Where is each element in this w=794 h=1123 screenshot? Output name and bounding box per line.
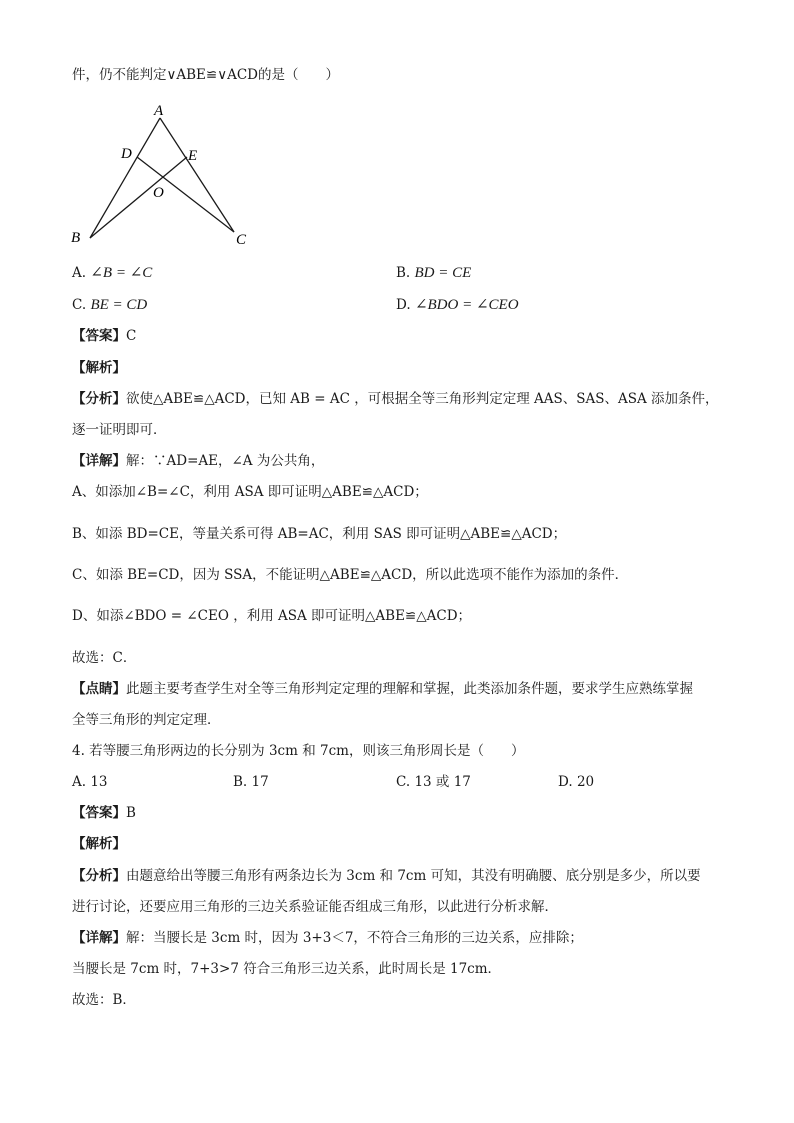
q3-conclusion: 故选：C． [72, 650, 137, 666]
q4-option-d: D. 20 [558, 774, 595, 790]
q3-fenxi-line1: 【分析】欲使△ABE≌△ACD，已知 AB = AC ，可根据全等三角形判定定理 AAS、SAS、ASA 添加条件， [72, 391, 719, 407]
q3-option-b: B. BD = CE [396, 265, 472, 281]
q4-analysis-tag: 【解析】 [72, 836, 126, 852]
q4-fenxi-line2: 进行讨论，还要应用三角形的三边关系验证能否组成三角形，以此进行分析求解． [72, 899, 558, 915]
q4-answer: 【答案】B [72, 805, 136, 821]
q4-conclusion: 故选：B． [72, 992, 136, 1008]
q4-option-c: C. 13 或 17 [396, 774, 471, 790]
q3-option-a: A. ∠B = ∠C [72, 265, 153, 281]
q3-case-a: A、如添加∠B=∠C，利用 ASA 即可证明△ABE≌△ACD； [72, 484, 428, 500]
segment-cd [137, 157, 234, 232]
q4-option-a: A. 13 [72, 774, 108, 790]
q3-option-d: D. ∠BDO = ∠CEO [396, 297, 519, 313]
label-a: A [154, 103, 164, 119]
triangle-figure [66, 100, 266, 250]
q3-dianjing-line1: 【点睛】此题主要考查学生对全等三角形判定定理的理解和掌握，此类添加条件题，要求学生应熟练掌握 [72, 681, 693, 697]
label-o: O [153, 185, 164, 201]
q3-case-d: D、如添∠BDO = ∠CEO ，利用 ASA 即可证明△ABE≌△ACD； [72, 608, 472, 624]
q3-fenxi-line2: 逐一证明即可． [72, 422, 167, 438]
q3-answer: 【答案】C [72, 328, 137, 344]
q3-dianjing-line2: 全等三角形的判定定理． [72, 712, 221, 728]
q4-option-b: B. 17 [233, 774, 269, 790]
label-e: E [188, 148, 198, 164]
segment-ab [90, 118, 160, 238]
segment-ac [160, 118, 234, 232]
label-b: B [71, 230, 81, 246]
q3-case-c: C、如添 BE=CD，因为 SSA，不能证明△ABE≌△ACD，所以此选项不能作为添加的条件． [72, 567, 629, 583]
segment-be [90, 157, 187, 238]
q4-fenxi-line1: 【分析】由题意给出等腰三角形有两条边长为 3cm 和 7cm 可知，其没有明确腰、底分别是多少，所以要 [72, 868, 701, 884]
q4-stem: 4. 若等腰三角形两边的长分别为 3cm 和 7cm，则该三角形周长是（ ） [72, 743, 525, 759]
q4-case2: 当腰长是 7cm 时，7+3>7 符合三角形三边关系，此时周长是 17cm． [72, 961, 502, 977]
label-c: C [236, 232, 247, 248]
q3-stem-tail: 件，仍不能判定∨ABE≌∨ACD的是（ ） [72, 67, 340, 83]
q4-xiangjie: 【详解】解：当腰长是 3cm 时，因为 3+3＜7，不符合三角形的三边关系，应排除； [72, 930, 583, 946]
q3-analysis-tag: 【解析】 [72, 360, 126, 376]
q3-xiangjie: 【详解】解：∵AD=AE，∠A 为公共角， [72, 453, 325, 469]
q3-option-c: C. BE = CD [72, 297, 148, 313]
q3-case-b: B、如添 BD=CE，等量关系可得 AB=AC，利用 SAS 即可证明△ABE≌△ACD； [72, 526, 567, 542]
label-d: D [121, 146, 132, 162]
